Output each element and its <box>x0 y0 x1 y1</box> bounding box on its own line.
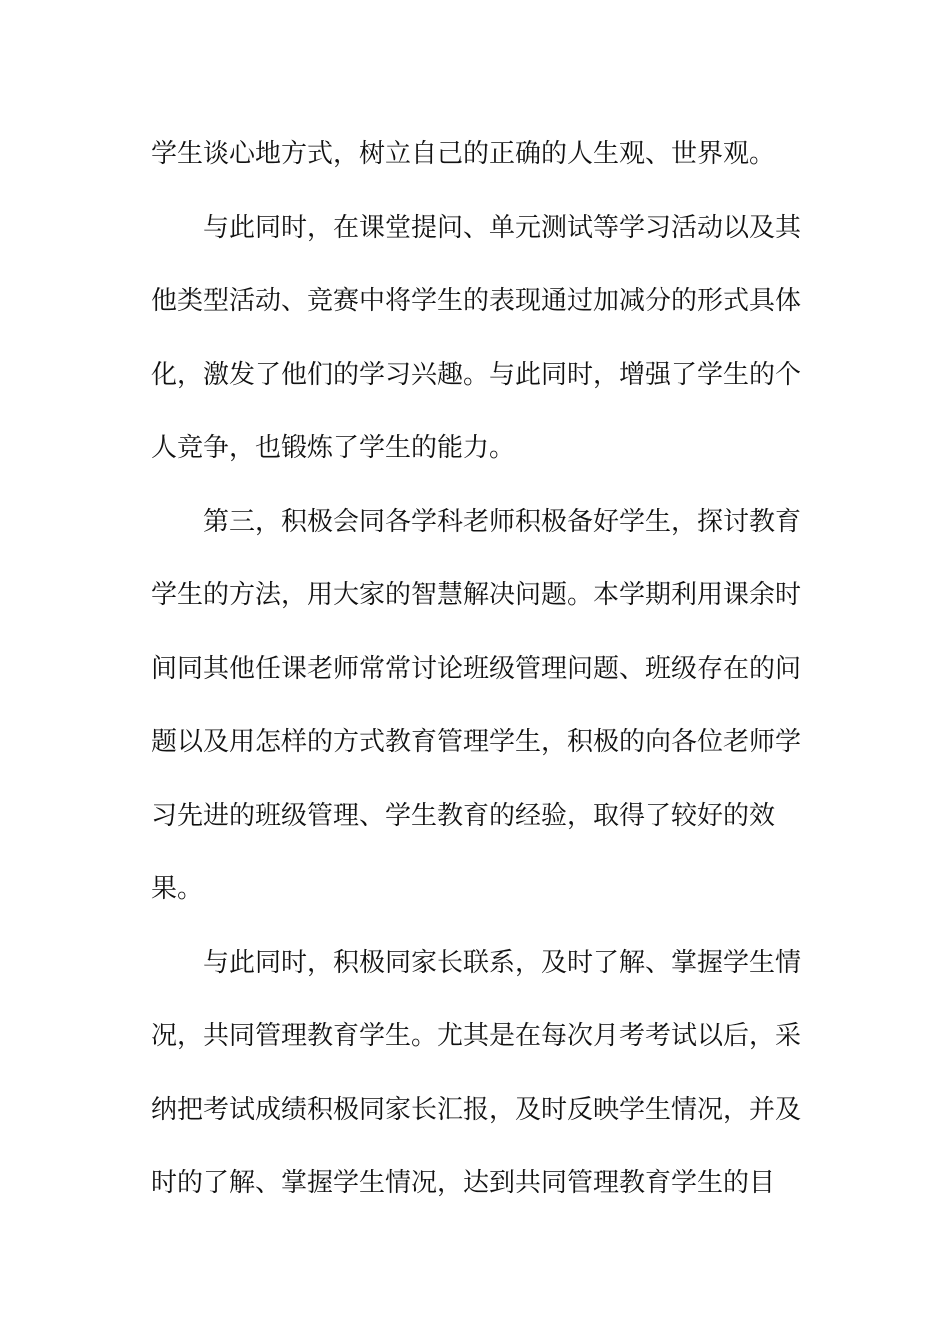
text-line: 间同其他任课老师常常讨论班级管理问题、班级存在的问 <box>151 653 802 684</box>
text-line: 题以及用怎样的方式教育管理学生，积极的向各位老师学 <box>151 727 802 757</box>
text-line: 化，激发了他们的学习兴趣。与此同时，增强了学生的个 <box>151 359 802 390</box>
text-line: 他类型活动、竞赛中将学生的表现通过加减分的形式具体 <box>151 286 802 316</box>
text-line: 况，共同管理教育学生。尤其是在每次月考考试以后，采 <box>151 1021 802 1051</box>
paragraph-4 <box>151 927 802 1221</box>
text-line: 时的了解、掌握学生情况，达到共同管理教育学生的目 <box>151 1168 776 1198</box>
text-line: 纳把考试成绩积极同家长汇报，及时反映学生情况，并及 <box>151 1094 802 1125</box>
document-body <box>151 118 802 1221</box>
text-line: 与此同时，积极同家长联系，及时了解、掌握学生情 <box>203 947 802 978</box>
text-line: 人竞争，也锻炼了学生的能力。 <box>151 433 516 463</box>
text-line: 习先进的班级管理、学生教育的经验，取得了较好的效 <box>151 800 776 831</box>
text-line: 学生谈心地方式，树立自己的正确的人生观、世界观。 <box>151 139 776 169</box>
text-line: 与此同时，在课堂提问、单元测试等学习活动以及其 <box>203 212 802 243</box>
text-line: 学生的方法，用大家的智慧解决问题。本学期利用课余时 <box>151 580 802 610</box>
text-line: 第三，积极会同各学科老师积极备好学生，探讨教育 <box>203 506 802 537</box>
text-line: 果。 <box>151 874 204 904</box>
paragraph-2 <box>151 192 802 486</box>
paragraph-3 <box>151 486 802 927</box>
paragraph-1 <box>151 118 791 192</box>
